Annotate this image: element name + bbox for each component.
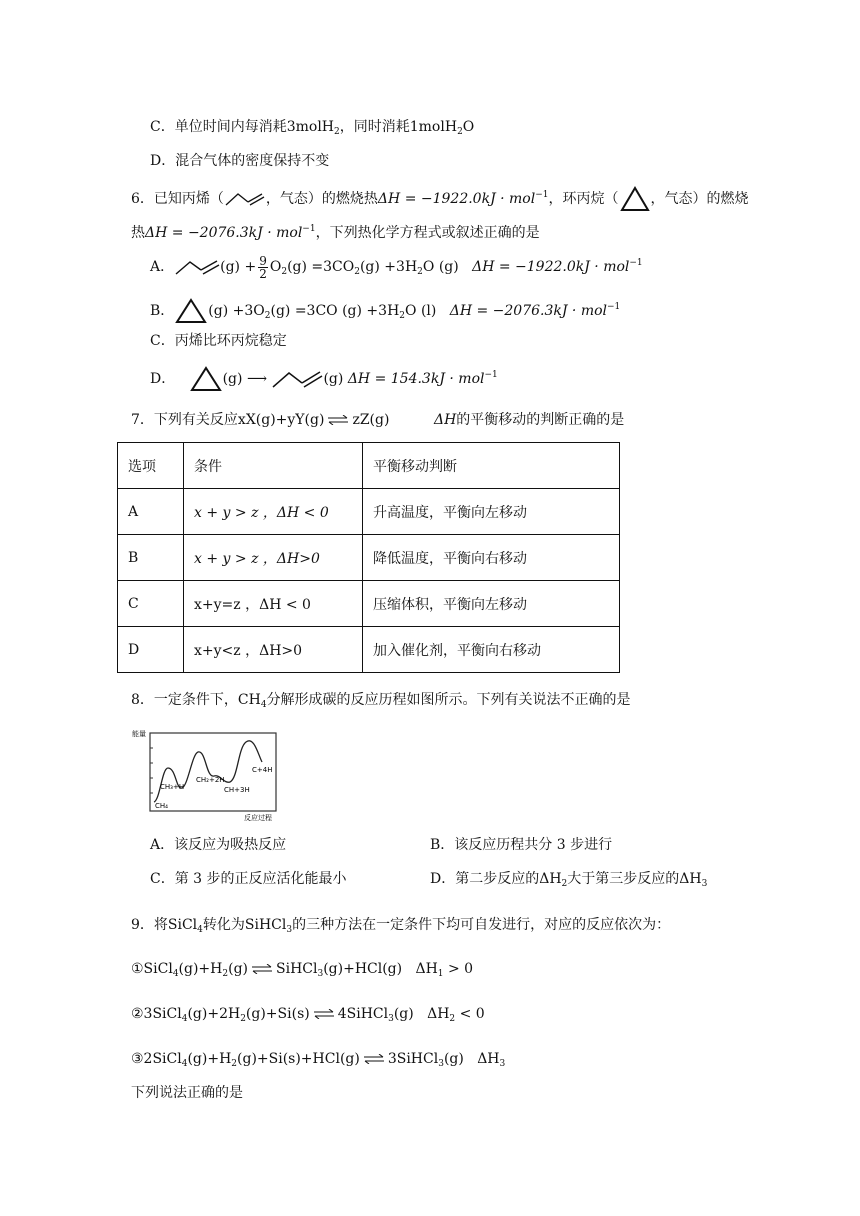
q6-option-d: D． (g) ⟶ (g) ΔH = 154.3kJ · mol$^{-1}$ bbox=[150, 365, 498, 393]
table-row bbox=[118, 627, 620, 673]
table-row bbox=[118, 581, 620, 627]
figure-state-label: CH+3H bbox=[224, 786, 250, 794]
q6-stem-line2: 热ΔH = −2076.3kJ · mol$^{-1}$，下列热化学方程式或叙述正确的是 bbox=[131, 224, 540, 241]
q8-option-d: D．第二步反应的$\Delta H_2$大于第三步反应的$\Delta H_3$ bbox=[430, 871, 708, 889]
q8-option-c: C．第 3 步的正反应活化能最小 bbox=[150, 871, 347, 887]
cyclopropane-structure-icon bbox=[174, 297, 208, 325]
table-cell-condition: x + y > z ，ΔH < 0 bbox=[184, 489, 363, 535]
equilibrium-arrow-icon bbox=[251, 964, 273, 974]
equilibrium-arrow-icon bbox=[313, 1009, 335, 1019]
q8-option-a: A．该反应为吸热反应 bbox=[150, 837, 287, 853]
figure-state-label: CH₃+H bbox=[160, 783, 185, 791]
figure-state-label: CH₄ bbox=[155, 802, 168, 810]
table-cell-condition: x+y=z ，ΔH < 0 bbox=[184, 581, 363, 627]
equilibrium-arrow-icon bbox=[363, 1054, 385, 1064]
table-cell-condition: x + y > z ，ΔH>0 bbox=[184, 535, 363, 581]
q8-stem: 8．一定条件下，$CH_4$分解形成碳的反应历程如图所示。下列有关说法不正确的是 bbox=[131, 692, 631, 710]
table-cell-option: A bbox=[118, 489, 184, 535]
q8-option-b: B．该反应历程共分 3 步进行 bbox=[430, 837, 613, 853]
q7-table bbox=[117, 442, 620, 673]
propene-structure-icon bbox=[271, 368, 323, 390]
table-cell-option: B bbox=[118, 535, 184, 581]
q9-reaction-2: $②3SiCl_4(g)+2H_2(g)+Si(s)$ 4SiHCl$_3$(g) $\Delta H_2 < 0$ bbox=[131, 1006, 485, 1024]
q5-option-c: C．单位时间内每消耗3molH$_2$，同时消耗1molH$_2$O bbox=[150, 119, 475, 137]
table-cell-judgement: 降低温度，平衡向右移动 bbox=[363, 535, 620, 581]
q5-option-d: D．混合气体的密度保持不变 bbox=[150, 153, 330, 169]
table-cell-option: D bbox=[118, 627, 184, 673]
cyclopropane-structure-icon bbox=[189, 365, 223, 393]
figure-x-label: 反应过程 bbox=[244, 814, 272, 822]
q6-option-c: C．丙烯比环丙烷稳定 bbox=[150, 333, 287, 349]
table-row bbox=[118, 489, 620, 535]
table-cell-option: C bbox=[118, 581, 184, 627]
table-header: 条件 bbox=[184, 443, 363, 489]
propene-structure-icon bbox=[224, 190, 266, 208]
cyclopropane-structure-icon bbox=[619, 185, 651, 213]
table-header-row bbox=[118, 443, 620, 489]
table-cell-condition: x+y<z ，ΔH>0 bbox=[184, 627, 363, 673]
figure-state-label: CH₂+2H bbox=[196, 776, 225, 784]
table-cell-judgement: 加入催化剂，平衡向右移动 bbox=[363, 627, 620, 673]
fraction-nine-halves: $\frac{9}{2}$ bbox=[259, 253, 267, 281]
table-cell-judgement: 升高温度，平衡向左移动 bbox=[363, 489, 620, 535]
table-header: 选项 bbox=[118, 443, 184, 489]
table-cell-judgement: 压缩体积，平衡向左移动 bbox=[363, 581, 620, 627]
q6-stem-line1: 6．已知丙烯（ ，气态）的燃烧热ΔH = −1922.0kJ · mol$^{-1}$，环丙烷（ ，气态）的燃烧 bbox=[131, 185, 749, 213]
q6-option-b: B． $(g) +3O_2(g) =3CO$ $(g) +3H_2O$ (l) ΔH = −2076.3kJ · mol$^{-1}$ bbox=[150, 297, 620, 326]
q9-reaction-3: $③2SiCl_4(g)+H_2(g)+Si(s)+HCl(g)$ 3SiHCl$_3$(g) $\Delta H_3$ bbox=[131, 1051, 506, 1069]
figure-y-label: 能量 bbox=[132, 730, 146, 738]
energy-profile-figure bbox=[130, 728, 280, 822]
figure-state-label: C+4H bbox=[252, 766, 273, 774]
equilibrium-arrow-icon bbox=[327, 415, 349, 425]
propene-structure-icon bbox=[174, 257, 220, 277]
q9-tail: 下列说法正确的是 bbox=[131, 1085, 243, 1101]
q7-stem: 7．下列有关反应xX(g)+yY(g) zZ(g) ΔH的平衡移动的判断正确的是 bbox=[131, 412, 625, 428]
q6-option-a: A． (g) + $\frac{9}{2}$ $O_2(g) =3CO_2(g) +3H_2O$ (g) ΔH = −1922.0kJ · mol$^{-1}$ bbox=[150, 253, 643, 281]
table-row bbox=[118, 535, 620, 581]
table-header: 平衡移动判断 bbox=[363, 443, 620, 489]
q9-stem: 9．将SiCl$_4$转化为SiHCl$_3$的三种方法在一定条件下均可自发进行，对应的反应依次为： bbox=[131, 917, 671, 935]
q9-reaction-1: $①SiCl_4(g)+H_2(g)$ SiHCl$_3$(g)+HCl(g) $\Delta H_1 > 0$ bbox=[131, 961, 474, 979]
